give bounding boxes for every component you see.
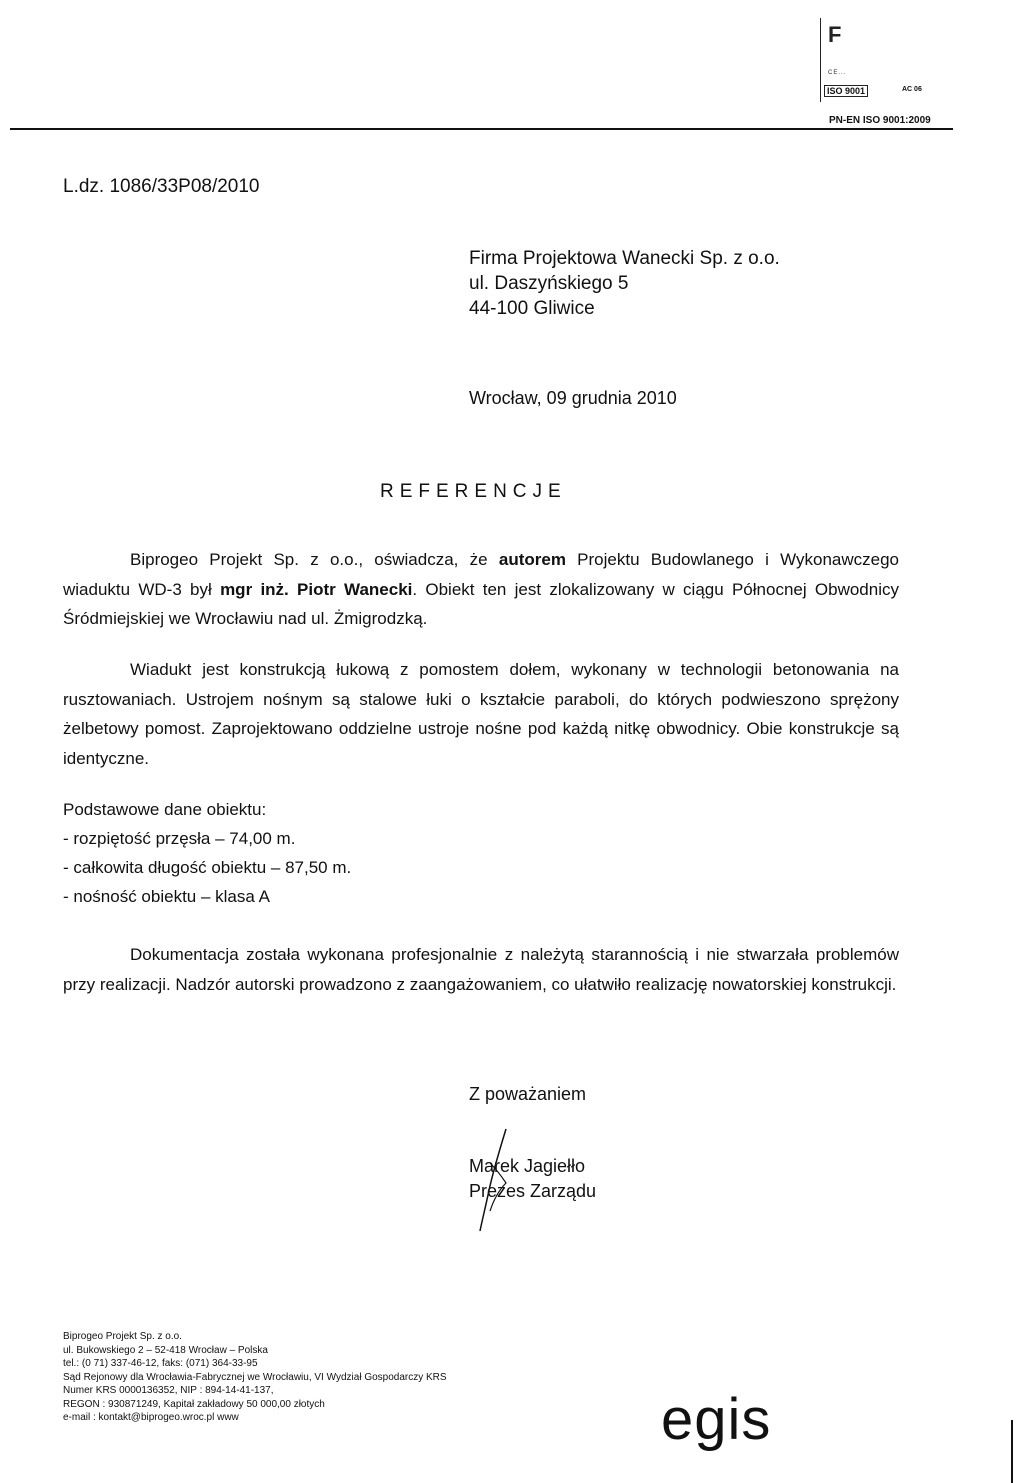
footer-line: tel.: (0 71) 337-46-12, faks: (071) 364-33-95 [63,1358,258,1369]
place-date: Wrocław, 09 grudnia 2010 [469,388,677,408]
paragraph-description: Wiadukt jest konstrukcją łukową z pomostem dołem, wykonany w technologii betonowania na rusztowaniach. Ustrojem nośnym są stalowe łuki o kształcie paraboli, do których podwieszono sprężony żelbetowy pomost. Zaprojektowano oddzielne ustroje nośne pod każdą nitkę obwodnicy. Obie konstrukcje są identyczne. [63,660,899,768]
para1-text-a: Biprogeo Projekt Sp. z o.o., oświadcza, że [130,550,499,569]
signer-role: Prezes Zarządu [469,1181,597,1201]
footer-line: ul. Bukowskiego 2 – 52-418 Wrocław – Polska [63,1344,268,1356]
iso-standard-label: PN-EN ISO 9001:2009 [829,115,931,126]
document-title: REFERENCJE [380,481,567,502]
para1-author-word: autorem [498,550,566,569]
data-item: - rozpiętość przęsła – 74,00 m. [63,829,296,848]
certification-caption: CE... [828,70,847,76]
handwritten-signature [476,1125,512,1235]
closing-phrase: Z poważaniem [469,1084,587,1104]
header-rule [10,128,953,130]
footer-line: e-mail : kontakt@biprogeo.wroc.pl www [63,1412,239,1423]
footer-company-info [63,1330,447,1425]
signer-name: Marek Jagiełło [469,1156,586,1176]
certification-letter: F [828,22,842,47]
footer-line: Numer KRS 0000136352, NIP : 894-14-41-137, [63,1385,274,1396]
recipient-street: ul. Daszyńskiego 5 [469,273,629,294]
para1-author-name: mgr inż. Piotr Wanecki [220,579,413,599]
para1-text-c: Projektu Budowlanego i Wykonawczego wiaduktu WD-3 był [63,550,900,599]
recipient-city: 44-100 Gliwice [469,298,595,319]
data-item: - nośność obiektu – klasa A [63,887,270,906]
accreditation-mark: AC 06 [902,86,922,93]
footer-line: Biprogeo Projekt Sp. z o.o. [63,1331,182,1342]
footer-line: Sąd Rejonowy dla Wrocławia-Fabrycznej we Wrocławiu, VI Wydział Gospodarczy KRS [63,1371,447,1383]
paragraph-authorship [63,545,899,634]
footer-line: REGON : 930871249, Kapitał zakładowy 50 000,00 złotych [63,1398,325,1410]
data-heading: Podstawowe dane obiektu: [63,800,267,819]
recipient-name: Firma Projektowa Wanecki Sp. z o.o. [469,248,780,269]
reference-number: L.dz. 1086/33P08/2010 [63,176,260,197]
edge-rule [1011,1420,1013,1483]
iso-badge: ISO 9001 [824,85,868,97]
paragraph-assessment: Dokumentacja została wykonana profesjonalnie z należytą starannością i nie stwarzała problemów przy realizacji. Nadzór autorski prowadzono z zaangażowaniem, co ułatwiło realizację nowatorskiej konstrukcji. [63,945,899,994]
data-item: - całkowita długość obiektu – 87,50 m. [63,858,352,877]
para1-text-e: . Obiekt ten jest zlokalizowany w ciągu Północnej Obwodnicy Śródmiejskiej we Wrocławiu nad ul. Żmigrodzką. [63,579,899,628]
egis-logo: egis [661,1387,772,1452]
